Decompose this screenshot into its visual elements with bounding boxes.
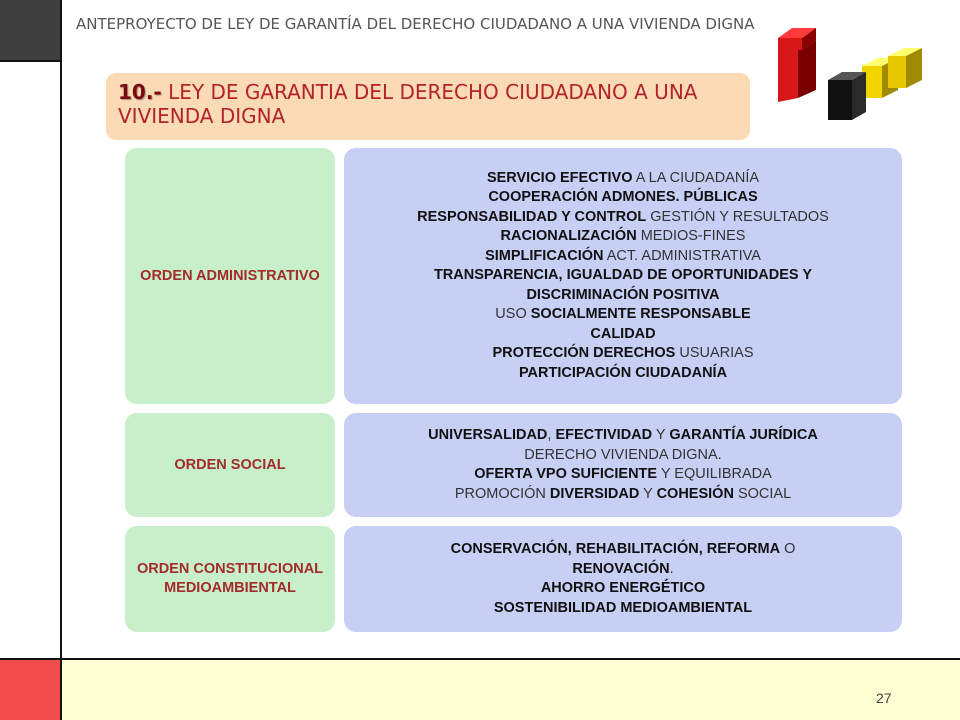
content-line <box>572 560 673 580</box>
content-line <box>526 286 719 306</box>
content-line <box>474 465 772 485</box>
section-number: 10.- <box>118 80 162 104</box>
row-content-box <box>344 148 902 404</box>
content-bold-text: DIVERSIDAD <box>549 485 640 502</box>
vertical-divider <box>60 0 62 720</box>
content-line <box>485 247 761 267</box>
content-bold-text: SERVICIO EFECTIVO <box>486 169 633 186</box>
footer-bar <box>62 660 960 720</box>
top-divider <box>0 60 62 62</box>
content-text: Y <box>652 427 670 443</box>
content-line <box>492 344 753 364</box>
content-line <box>494 599 752 619</box>
content-bold-text: PROTECCIÓN DERECHOS <box>492 345 676 362</box>
content-bold-text: GARANTÍA JURÍDICA <box>669 427 818 443</box>
content-line <box>590 325 655 345</box>
content-text: A LA CIUDADANÍA <box>632 169 760 186</box>
content-text: USUARIAS <box>675 345 754 362</box>
content-bold-text: RENOVACIÓN <box>572 560 670 577</box>
content-bold-text: OFERTA VPO SUFICIENTE <box>474 466 658 482</box>
content-line <box>524 446 721 466</box>
content-line <box>495 305 750 325</box>
content-text: MEDIOS-FINES <box>636 228 746 245</box>
content-line <box>428 426 818 446</box>
content-text: SOCIAL <box>733 485 792 502</box>
content-bold-text: EFECTIVIDAD <box>555 427 653 443</box>
footer-accent-block <box>0 660 60 720</box>
content-line <box>541 579 705 599</box>
content-line <box>488 188 757 208</box>
content-line <box>487 169 759 189</box>
content-bold-text: SIMPLIFICACIÓN <box>485 247 604 264</box>
content-text: . <box>669 560 674 577</box>
row-label: ORDEN ADMINISTRATIVO <box>140 267 320 284</box>
section-title: LEY DE GARANTIA DEL DERECHO CIUDADANO A UNA VIVIENDA DIGNA <box>118 80 698 128</box>
content-text: ACT. ADMINISTRATIVA <box>603 247 761 264</box>
cubes-logo-icon <box>770 20 930 130</box>
content-line <box>434 266 812 286</box>
row-content-box <box>344 526 902 632</box>
content-text: O <box>780 541 796 557</box>
header-title: ANTEPROYECTO DE LEY DE GARANTÍA DEL DERECHO CIUDADANO A UNA VIVIENDA DIGNA <box>76 15 755 33</box>
content-text: Y EQUILIBRADA <box>657 466 772 482</box>
content-bold-text: SOCIALMENTE RESPONSABLE <box>530 306 751 323</box>
row-label-box <box>125 148 335 404</box>
content-text: GESTIÓN Y RESULTADOS <box>646 208 829 225</box>
content-bold-text: RACIONALIZACIÓN <box>500 228 637 245</box>
content-bold-text: TRANSPARENCIA, IGUALDAD DE OPORTUNIDADES Y <box>433 267 813 284</box>
content-line <box>451 540 796 560</box>
page-number: 27 <box>876 690 892 706</box>
content-bold-text: COOPERACIÓN ADMONES. PÚBLICAS <box>488 189 758 206</box>
content-text: DERECHO VIVIENDA DIGNA. <box>524 446 722 463</box>
row-label: ORDEN CONSTITUCIONAL MEDIOAMBIENTAL <box>136 561 324 596</box>
content-bold-text: DISCRIMINACIÓN POSITIVA <box>526 286 720 303</box>
content-bold-text: AHORRO ENERGÉTICO <box>540 580 706 596</box>
content-bold-text: UNIVERSALIDAD <box>428 427 548 443</box>
content-text: PROMOCIÓN <box>454 485 550 502</box>
content-bold-text: RESPONSABILIDAD Y CONTROL <box>417 208 647 225</box>
corner-block <box>0 0 60 60</box>
content-bold-text: SOSTENIBILIDAD MEDIOAMBIENTAL <box>493 599 753 616</box>
content-text: , <box>547 427 556 443</box>
row-label-box <box>125 413 335 517</box>
content-bold-text: CALIDAD <box>590 325 656 342</box>
row-label-box <box>125 526 335 632</box>
content-line <box>519 364 727 384</box>
row-label: ORDEN SOCIAL <box>174 456 286 473</box>
content-line <box>501 227 746 247</box>
content-bold-text: COHESIÓN <box>656 485 734 502</box>
content-bold-text: PARTICIPACIÓN CIUDADANÍA <box>518 364 728 381</box>
content-line <box>417 208 829 228</box>
content-text: USO <box>495 306 531 323</box>
content-line <box>455 485 791 505</box>
section-title-box <box>106 73 750 140</box>
content-bold-text: CONSERVACIÓN, REHABILITACIÓN, REFORMA <box>450 541 781 557</box>
row-content-box <box>344 413 902 517</box>
content-text: Y <box>639 485 657 502</box>
